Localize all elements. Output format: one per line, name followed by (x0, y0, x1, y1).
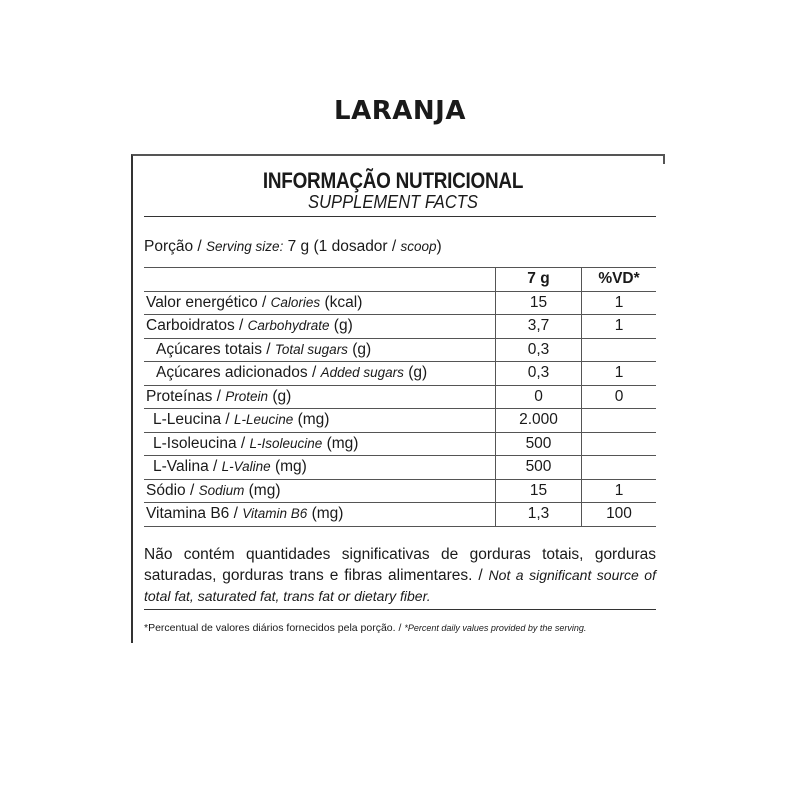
table-row: Valor energético / Calories (kcal) 15 1 (144, 291, 656, 315)
table-row: L-Valina / L-Valine (mg) 500 (144, 456, 656, 480)
nutrition-note: Não contém quantidades significativas de gorduras totais, gorduras saturadas, gorduras trans e fibras alimentares. / Not a significant source of total fat, saturated fat, trans fat or dietary fiber. (144, 546, 656, 604)
nutrition-table (144, 267, 656, 527)
table-header-row (144, 268, 656, 292)
divider (144, 609, 656, 610)
flavor-title: LARANJA (334, 96, 466, 126)
divider (144, 216, 656, 217)
column-header-vd: %VD* (582, 268, 657, 292)
table-row: Açúcares adicionados / Added sugars (g) 0,3 1 (144, 362, 656, 386)
column-header-qty: 7 g (496, 268, 582, 292)
table-row: Carboidratos / Carbohydrate (g) 3,7 1 (144, 315, 656, 339)
footnote: *Percentual de valores diários fornecidos pela porção. / *Percent daily values provided by the serving. (144, 622, 587, 634)
table-row: L-Isoleucina / L-Isoleucine (mg) 500 (144, 432, 656, 456)
table-row: L-Leucina / L-Leucine (mg) 2.000 (144, 409, 656, 433)
table-row: Sódio / Sodium (mg) 15 1 (144, 479, 656, 503)
nutrition-facts-panel (131, 154, 663, 643)
table-row: Proteínas / Protein (g) 0 0 (144, 385, 656, 409)
table-row: Açúcares totais / Total sugars (g) 0,3 (144, 338, 656, 362)
panel-subtitle: SUPPLEMENT FACTS (308, 192, 478, 212)
panel-title: INFORMAÇÃO NUTRICIONAL (262, 168, 524, 193)
serving-size: Porção / Serving size: 7 g (1 dosador / scoop) (144, 238, 442, 255)
table-row: Vitamina B6 / Vitamin B6 (mg) 1,3 100 (144, 503, 656, 527)
